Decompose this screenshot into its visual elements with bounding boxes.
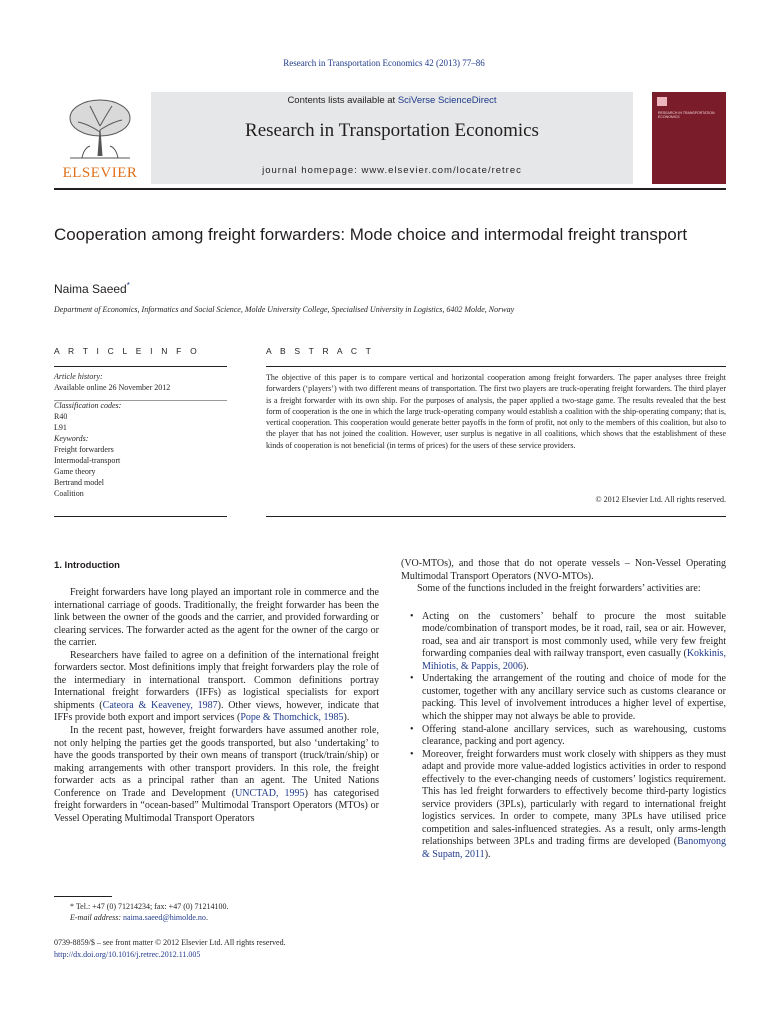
paragraph	[54, 650, 379, 725]
paragraph	[54, 725, 379, 825]
classification-label: Classification codes:	[54, 401, 122, 410]
doi-link[interactable]: http://dx.doi.org/10.1016/j.retrec.2012.11.005	[54, 949, 201, 959]
list-item: • Undertaking the arrangement of the routing and choice of mode for the customer, together with any ancillary service such as customs clearance or packing. This level of involvement introduces a higher level of expertise, which the shipper may not always be able to provide.	[401, 673, 726, 723]
text: ) has categorised freight forwarders in “ocean-based” Multimodal Transport Operators (MTOs) or Vessel Operating Multimodal Transport Operators	[54, 787, 379, 824]
text: Acting on the customers’ behalf to procure the most suitable mode/combination of transport modes, be it road, rail, sea or air. However, road, sea and air transport is most commonly used, while very few freight forwarding companies deal with railway transport, even casually (	[422, 610, 726, 660]
classification-code: R40	[54, 412, 68, 421]
keyword: Freight forwarders	[54, 445, 114, 454]
author-text: Naima Saeed	[54, 282, 127, 296]
article-info	[54, 371, 227, 499]
front-matter	[54, 937, 379, 960]
sciencedirect-link[interactable]: SciVerse ScienceDirect	[397, 95, 497, 106]
reference-link[interactable]: Cateora & Keaveney, 1987	[102, 699, 218, 711]
keywords-label: Keywords:	[54, 434, 89, 443]
article-title: Cooperation among freight forwarders: Mode choice and intermodal freight transport	[54, 225, 688, 244]
journal-band	[151, 92, 633, 184]
classification-code: L91	[54, 423, 67, 432]
abstract-text: The objective of this paper is to compare vertical and horizontal cooperation among freight forwarders. The paper analyses three freight forwarders (‘players’) with two different means of transportation. The first two players are truck-operating freight forwarders. The third player is a freight forwarder with its own ship. For the purposes of analysis, the paper applied a two-stage game. The results revealed that the best form of cooperation is the one in which the large truck-operating company would establish a coalition with the ship-operating company; that is, vertical cooperation. This cooperation would generate better payoffs in the form of profit, not only to the members of this coalition, but also to the player that has not joined the coalition. However, user surplus is negative in all coalitions, which shows that the establishment of these kinds of cooperation is not beneficial (in terms of prices) for the users of these service providers.	[266, 373, 726, 450]
list-item	[401, 611, 726, 674]
journal-masthead	[54, 92, 726, 184]
journal-homepage[interactable]: journal homepage: www.elsevier.com/locate/retrec	[262, 165, 522, 176]
journal-cover[interactable]	[652, 92, 726, 184]
contact-text: Tel.: +47 (0) 71214234; fax: +47 (0) 71214100.	[74, 902, 229, 911]
cover-logo-icon	[657, 97, 667, 106]
article-info-rule	[54, 366, 227, 367]
header-rule	[54, 188, 726, 190]
paragraph: Some of the functions included in the freight forwarders’ activities are:	[417, 583, 701, 595]
abstract-bottom-rule	[266, 516, 726, 517]
section-heading-introduction: 1. Introduction	[54, 560, 120, 571]
reference-link[interactable]: Banomyong & Supatn, 2011	[422, 836, 726, 861]
keyword: Coalition	[54, 489, 84, 498]
paragraph: (VO-MTOs), and those that do not operate vessels – Non-Vessel Operating Multimodal Transport Operators (NVO-MTOs).	[401, 558, 726, 582]
text: ).	[484, 849, 491, 861]
footnote	[54, 901, 379, 923]
abstract-copyright: © 2012 Elsevier Ltd. All rights reserved.	[595, 495, 726, 504]
body-column-left	[54, 587, 379, 825]
journal-citation[interactable]: Research in Transportation Economics 42 (2013) 77–86	[283, 58, 485, 68]
text: Researchers have failed to agree on a definition of the international freight forwarders sector. Most definitions imply that freight forwarders play the role of the intermediary in international transport. Common definitions portray International freight forwarders (IFFs) as logistical specialists for export shipments (	[54, 649, 379, 711]
reference-link[interactable]: Kokkinis, Mihiotis, & Pappis, 2006	[422, 648, 726, 672]
keyword: Bertrand model	[54, 478, 104, 487]
abstract-heading: A B S T R A C T	[266, 346, 375, 356]
email-link[interactable]: naima.saeed@himolde.no	[123, 913, 206, 922]
keyword: Game theory	[54, 467, 96, 476]
list-item	[401, 749, 726, 862]
reference-link[interactable]: Pope & Thomchick, 1985	[240, 712, 344, 724]
history-value: Available online 26 November 2012	[54, 383, 171, 392]
contents-prefix: Contents lists available at	[287, 95, 398, 106]
body-column-right	[401, 558, 726, 862]
author-footnote-mark[interactable]: *	[126, 281, 130, 290]
text: In the recent past, however, freight forwarders have assumed another role, not only helping the parties get the goods transported, but also ‘undertaking’ to have the goods transported by their own means of transport (truck/train/ship) or making arrangements with other transport providers. In this role, the freight forwarder acts as a principal rather than an agent. The United Nations Conference on Trade and Development (	[54, 725, 379, 799]
function-list	[401, 611, 726, 862]
email-label: E-mail address:	[70, 913, 122, 922]
keyword: Intermodal-transport	[54, 456, 121, 465]
reference-link[interactable]: UNCTAD, 1995	[235, 787, 305, 799]
issn-line: 0739-8859/$ – see front matter © 2012 Elsevier Ltd. All rights reserved.	[54, 938, 286, 947]
article-info-divider	[54, 400, 227, 401]
text: ).	[522, 660, 529, 672]
footnote-rule	[54, 896, 112, 897]
elsevier-wordmark: ELSEVIER	[62, 165, 138, 181]
author-affiliation: Department of Economics, Informatics and Social Science, Molde University College, Specialised University in Logistics, 6402 Molde, Norway	[54, 305, 515, 314]
text: .	[205, 913, 208, 922]
cover-title: RESEARCH IN TRANSPORTATION ECONOMICS	[658, 111, 715, 119]
footnote-mark: *	[70, 902, 74, 911]
contents-line	[151, 95, 633, 106]
abstract-rule	[266, 366, 726, 367]
list-item: • Offering stand-alone ancillary services, such as warehousing, customs clearance, packing and port agency.	[401, 724, 726, 749]
article-info-bottom-rule	[54, 516, 227, 517]
journal-name: Research in Transportation Economics	[245, 120, 539, 141]
article-info-heading: A R T I C L E I N F O	[54, 346, 200, 356]
text: Moreover, freight forwarders must work closely with shippers as they must adapt and provide more value-added logistics activities in order to respond effectively to the ever-changing needs of customers’ logistics requirement. This has led freight forwarders to effectively become third-party logistics service providers (3PLs), particularly with regard to international freight logistics services. In order to compete, many 3PLs have utilised price competition and sales-influenced strategies. As a result, only arms-length relationships between 3PLs and trading firms are developed (	[422, 748, 726, 848]
paragraph: Freight forwarders have long played an important role in commerce and the international carriage of goods. Traditionally, the freight forwarder has been the link between the owner of the goods and the carrier, and provided forwarding or clearing services. The forwarder acted as the agent for the owner of the cargo or the carrier.	[54, 587, 379, 649]
elsevier-logo[interactable]	[54, 92, 146, 184]
footnote-email	[54, 912, 379, 923]
elsevier-tree-icon	[60, 96, 140, 162]
author-name	[54, 281, 130, 296]
footnote-contact	[54, 901, 379, 912]
text: ).	[343, 712, 350, 724]
history-label: Article history:	[54, 372, 103, 381]
text: ). Other views, however, indicate that IFFs provide both export and import services (	[54, 699, 380, 724]
